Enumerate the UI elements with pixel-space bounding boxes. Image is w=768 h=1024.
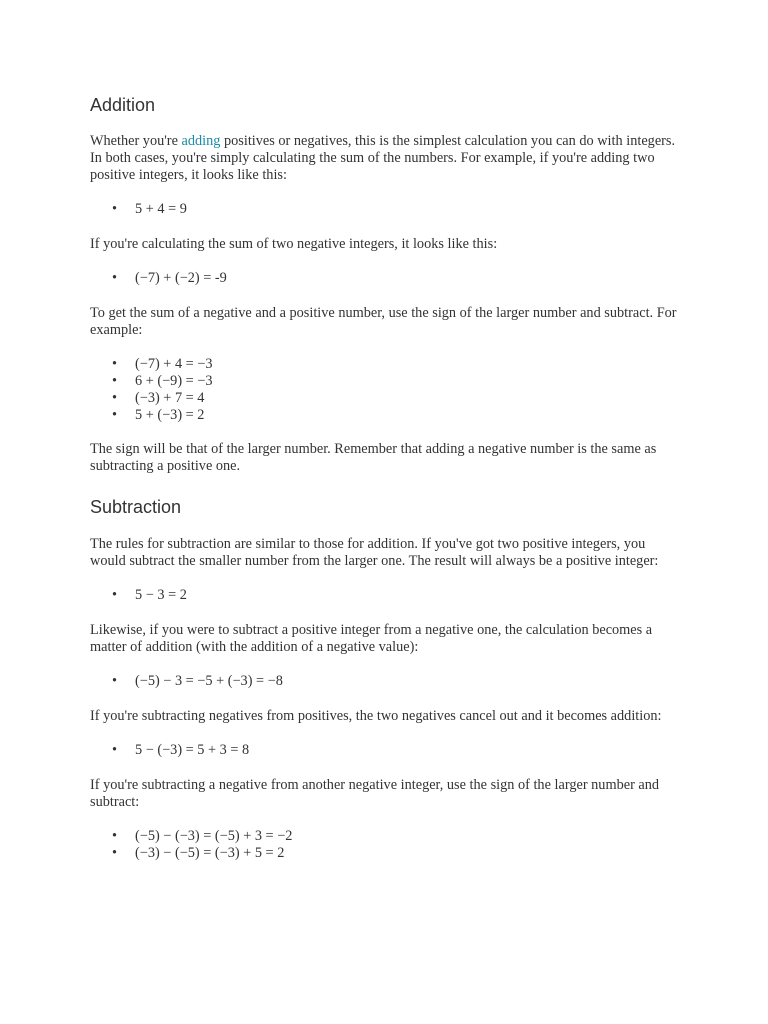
subtraction-paragraph-2: Likewise, if you were to subtract a positive integer from a negative one, the calculation becomes a matter of addition (with the addition of a negative value): — [90, 622, 653, 655]
addition-heading: Addition — [90, 95, 156, 115]
intro-text-after: positives or negatives, this is the simplest calculation you can do with integers. In both cases, you're simply calculating the sum of the numbers. For example, if you're adding two positive integers, it looks like this: — [90, 133, 676, 183]
bullet-icon: • — [112, 373, 118, 389]
list-item: • 5 + 4 = 9 — [112, 201, 187, 217]
subtraction-example-list-3 — [90, 742, 678, 759]
bullet-icon: • — [112, 673, 118, 689]
list-item: • 5 − (−3) = 5 + 3 = 8 — [112, 742, 250, 758]
list-item: • (−7) + (−2) = -9 — [112, 270, 227, 286]
subtraction-example-list-4 — [90, 828, 678, 862]
subtraction-paragraph-3: If you're subtracting negatives from positives, the two negatives cancel out and it becomes addition: — [90, 708, 662, 724]
adding-link[interactable]: adding — [181, 133, 221, 149]
bullet-icon: • — [112, 742, 118, 758]
bullet-icon: • — [112, 270, 118, 286]
list-item: • 5 − 3 = 2 — [112, 587, 187, 603]
subtraction-example-list-1 — [90, 587, 678, 604]
intro-text-before: Whether you're — [90, 133, 182, 149]
list-item: • (−7) + 4 = −3 — [112, 356, 213, 372]
list-item: • (−5) − (−3) = (−5) + 3 = −2 — [112, 828, 293, 844]
subtraction-paragraph-1: The rules for subtraction are similar to those for addition. If you've got two positive integers, you would subtract the smaller number from the larger one. The result will always be a positive integer: — [90, 536, 659, 569]
subtraction-heading: Subtraction — [90, 497, 182, 517]
subtraction-paragraph-4: If you're subtracting a negative from another negative integer, use the sign of the larger number and subtract: — [90, 777, 660, 810]
bullet-icon: • — [112, 407, 118, 423]
list-item: • (−3) + 7 = 4 — [112, 390, 205, 406]
addition-intro-paragraph — [90, 133, 678, 184]
bullet-icon: • — [112, 356, 118, 372]
list-item: • (−5) − 3 = −5 + (−3) = −8 — [112, 673, 283, 689]
list-item: • 6 + (−9) = −3 — [112, 373, 213, 389]
addition-example-list-1 — [90, 201, 678, 218]
addition-paragraph-2: If you're calculating the sum of two negative integers, it looks like this: — [90, 236, 498, 252]
addition-example-list-3 — [90, 356, 678, 424]
addition-example-list-2 — [90, 270, 678, 287]
bullet-icon: • — [112, 828, 118, 844]
list-item: • 5 + (−3) = 2 — [112, 407, 205, 423]
addition-paragraph-3: To get the sum of a negative and a positive number, use the sign of the larger number and subtract. For example: — [90, 305, 677, 338]
addition-paragraph-4: The sign will be that of the larger number. Remember that adding a negative number is the same as subtracting a positive one. — [90, 441, 657, 474]
bullet-icon: • — [112, 390, 118, 406]
bullet-icon: • — [112, 201, 118, 217]
bullet-icon: • — [112, 845, 118, 861]
bullet-icon: • — [112, 587, 118, 603]
list-item: • (−3) − (−5) = (−3) + 5 = 2 — [112, 845, 285, 861]
subtraction-example-list-2 — [90, 673, 678, 690]
